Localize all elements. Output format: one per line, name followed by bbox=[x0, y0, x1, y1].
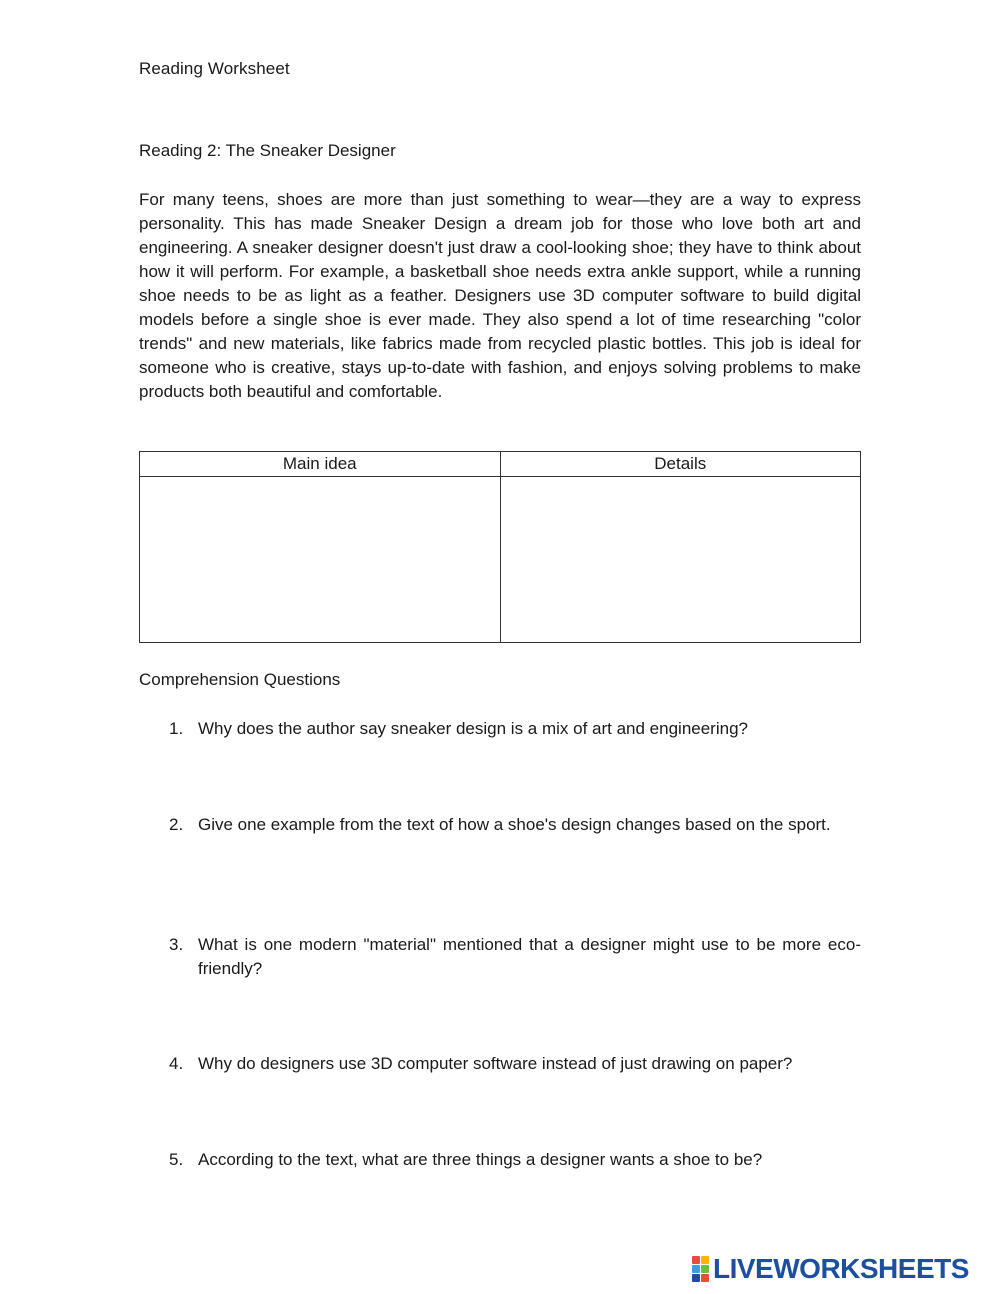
question-item bbox=[139, 717, 861, 741]
liveworksheets-wordmark: LIVEWORKSHEETS bbox=[713, 1253, 969, 1284]
question-number: 2. bbox=[169, 815, 184, 834]
question-number: 5. bbox=[169, 1150, 184, 1169]
logo-tile bbox=[701, 1265, 709, 1273]
question-number: 4. bbox=[169, 1054, 184, 1073]
logo-tile bbox=[692, 1274, 700, 1282]
reading-title: Reading 2: The Sneaker Designer bbox=[139, 141, 396, 160]
question-text: Why does the author say sneaker design is a mix of art and engineering? bbox=[198, 719, 748, 738]
logo-tile bbox=[701, 1274, 709, 1282]
question-text: Why do designers use 3D computer software instead of just drawing on paper? bbox=[198, 1054, 793, 1073]
question-number: 3. bbox=[169, 935, 184, 954]
question-item bbox=[139, 1052, 861, 1076]
details-answer-cell[interactable] bbox=[500, 477, 861, 643]
reading-passage: For many teens, shoes are more than just something to wear—they are a way to express personality. This has made Sneaker Design a dream job for those who love both art and engineering. A sneaker designer doesn't just draw a cool-looking shoe; they have to think about how it will perform. For example, a basketball shoe needs extra ankle support, while a running shoe needs to be as light as a feather. Designers use 3D computer software to build digital models before a single shoe is ever made. They also spend a lot of time researching "color trends" and new materials, like fabrics made from recycled plastic bottles. This job is ideal for someone who is creative, stays up-to-date with fashion, and enjoys solving problems to make products both beautiful and comfortable. bbox=[139, 190, 861, 401]
question-item bbox=[139, 1148, 861, 1172]
page-title: Reading Worksheet bbox=[139, 59, 290, 78]
main-idea-details-table bbox=[139, 451, 861, 643]
logo-tile bbox=[692, 1265, 700, 1273]
question-item bbox=[139, 933, 861, 981]
question-text: Give one example from the text of how a shoe's design changes based on the sport. bbox=[198, 815, 831, 834]
details-header: Details bbox=[500, 452, 861, 477]
question-text: What is one modern "material" mentioned that a designer might use to be more eco-friendly? bbox=[198, 935, 861, 978]
questions-heading: Comprehension Questions bbox=[139, 670, 341, 689]
main-idea-answer-cell[interactable] bbox=[140, 477, 501, 643]
liveworksheets-brand[interactable] bbox=[692, 1254, 969, 1284]
logo-tile bbox=[692, 1256, 700, 1264]
main-idea-header: Main idea bbox=[140, 452, 501, 477]
question-number: 1. bbox=[169, 719, 184, 738]
question-text: According to the text, what are three things a designer wants a shoe to be? bbox=[198, 1150, 763, 1169]
question-item bbox=[139, 813, 861, 837]
logo-tile bbox=[701, 1256, 709, 1264]
liveworksheets-logo-icon bbox=[692, 1256, 709, 1282]
